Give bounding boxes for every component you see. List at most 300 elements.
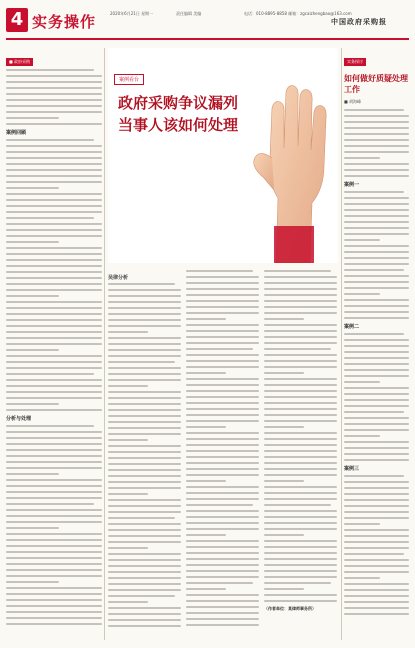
text-line	[264, 498, 337, 500]
text-line	[108, 301, 181, 303]
text-line	[6, 271, 102, 273]
text-line	[344, 239, 380, 241]
text-line	[344, 487, 409, 489]
text-line	[108, 619, 181, 621]
left-column-tag: ■ 政府采购	[6, 58, 33, 66]
text-line	[6, 205, 102, 207]
text-line	[6, 175, 102, 177]
text-line	[344, 511, 409, 513]
text-line	[264, 582, 331, 584]
edition-line: 责任编辑 美编	[176, 11, 202, 16]
text-line	[108, 523, 181, 525]
text-line	[6, 123, 102, 125]
text-line	[108, 337, 181, 339]
text-line	[186, 384, 259, 386]
text-line	[264, 432, 337, 434]
text-line	[6, 193, 102, 195]
text-line	[108, 487, 181, 489]
text-line	[108, 307, 181, 309]
text-line	[6, 199, 102, 201]
text-line	[344, 215, 409, 217]
right-column	[344, 48, 409, 640]
text-line	[186, 348, 253, 350]
feature-tag: 案例看台	[114, 74, 144, 85]
text-line	[6, 325, 102, 327]
text-line	[108, 535, 181, 537]
text-line	[6, 187, 59, 189]
text-line	[6, 403, 59, 405]
text-line	[344, 151, 409, 153]
text-line	[344, 299, 409, 301]
text-line	[344, 529, 409, 531]
text-line	[186, 294, 259, 296]
text-line	[344, 375, 409, 377]
body-text-block	[344, 109, 409, 177]
text-line	[186, 306, 259, 308]
text-line	[186, 606, 259, 608]
text-line	[186, 456, 259, 458]
text-line	[264, 390, 337, 392]
newspaper-brand: 中国政府采购报	[331, 17, 387, 26]
text-line	[344, 139, 409, 141]
text-line	[6, 409, 102, 411]
text-line	[186, 462, 259, 464]
right-column-tag: 实务探讨	[344, 58, 366, 66]
text-line	[344, 481, 409, 483]
text-line	[186, 612, 259, 614]
text-line	[6, 283, 102, 285]
text-line	[6, 265, 102, 267]
text-line	[186, 372, 226, 374]
text-line	[186, 498, 259, 500]
text-line	[264, 576, 337, 578]
text-line	[108, 577, 181, 579]
text-line	[6, 355, 102, 357]
text-line	[108, 439, 148, 441]
text-line	[344, 175, 409, 177]
text-line	[344, 613, 409, 615]
right-column-title: 如何做好质疑处理工作	[344, 73, 408, 94]
text-line	[264, 504, 331, 506]
text-line	[186, 396, 259, 398]
text-line	[108, 289, 181, 291]
text-line	[186, 288, 259, 290]
text-line	[344, 493, 409, 495]
text-line	[6, 533, 102, 535]
text-line	[264, 528, 337, 530]
text-line	[108, 511, 181, 513]
text-line	[264, 378, 337, 380]
text-line	[186, 486, 259, 488]
text-line	[344, 607, 409, 609]
text-line	[186, 432, 259, 434]
text-line	[108, 415, 181, 417]
text-line	[344, 233, 409, 235]
text-line	[6, 473, 59, 475]
text-line	[264, 294, 337, 296]
body-text-block	[6, 139, 102, 411]
text-line	[6, 557, 102, 559]
text-line	[344, 399, 409, 401]
text-line	[108, 373, 181, 375]
text-line	[186, 324, 259, 326]
text-line	[108, 283, 175, 285]
text-line	[108, 529, 181, 531]
text-line	[344, 209, 409, 211]
raised-hand-illustration	[238, 48, 338, 263]
text-line	[6, 163, 102, 165]
text-line	[186, 300, 259, 302]
text-line	[344, 499, 409, 501]
text-line	[264, 426, 304, 428]
text-line	[264, 522, 337, 524]
text-line	[186, 354, 259, 356]
text-line	[264, 330, 337, 332]
text-line	[264, 486, 337, 488]
text-line	[344, 447, 409, 449]
text-line	[186, 552, 259, 554]
text-line	[344, 423, 409, 425]
text-line	[186, 360, 259, 362]
text-line	[344, 429, 409, 431]
column-divider	[104, 48, 105, 640]
text-line	[264, 492, 337, 494]
text-line	[6, 87, 102, 89]
feature-body	[108, 270, 338, 640]
text-line	[264, 366, 337, 368]
text-line	[344, 333, 404, 335]
text-line	[344, 523, 380, 525]
text-line	[186, 318, 226, 320]
feature-column	[264, 270, 337, 640]
text-line	[264, 288, 337, 290]
text-line	[108, 493, 148, 495]
text-line	[186, 588, 226, 590]
text-line	[186, 540, 259, 542]
text-line	[186, 570, 259, 572]
text-line	[344, 589, 409, 591]
text-line	[6, 491, 102, 493]
text-line	[186, 330, 259, 332]
date-line: 2020年6月21日 星期一	[110, 11, 154, 16]
text-line	[264, 282, 337, 284]
text-line	[6, 301, 102, 303]
feature-article	[108, 48, 338, 640]
text-line	[108, 547, 148, 549]
text-line	[186, 270, 253, 272]
text-line	[108, 613, 181, 615]
text-line	[344, 453, 409, 455]
text-line	[6, 455, 102, 457]
contact-line: 电话：010-8895-8858 邮箱：zgcaizhengbao@163.com	[244, 11, 352, 16]
text-line	[108, 559, 181, 561]
text-line	[6, 289, 102, 291]
text-line	[6, 181, 102, 183]
text-line	[344, 245, 409, 247]
text-line	[108, 409, 181, 411]
body-text-block	[344, 475, 409, 615]
text-line	[344, 191, 404, 193]
text-line	[6, 503, 94, 505]
author-byline: 吴律分析	[108, 275, 129, 281]
text-line	[186, 312, 259, 314]
text-line	[6, 449, 102, 451]
text-line	[344, 287, 409, 289]
text-line	[186, 342, 259, 344]
text-line	[108, 361, 175, 363]
text-line	[344, 197, 409, 199]
text-line	[344, 169, 409, 171]
text-line	[6, 385, 102, 387]
text-line	[344, 547, 409, 549]
text-line	[264, 546, 337, 548]
text-line	[344, 571, 409, 573]
text-line	[264, 402, 337, 404]
text-line	[108, 457, 181, 459]
text-line	[264, 384, 337, 386]
sub-heading: 案例二	[344, 324, 360, 330]
text-line	[344, 583, 409, 585]
text-line	[6, 211, 102, 213]
text-line	[6, 145, 102, 147]
text-line	[186, 276, 259, 278]
text-line	[186, 558, 259, 560]
text-line	[344, 133, 409, 135]
text-line	[264, 564, 337, 566]
body-text-block	[264, 270, 337, 602]
text-line	[344, 387, 409, 389]
text-line	[264, 462, 337, 464]
header-rule	[6, 38, 409, 40]
text-line	[264, 456, 337, 458]
text-line	[6, 575, 102, 577]
column-divider	[341, 48, 342, 640]
feature-column	[186, 270, 259, 640]
text-line	[186, 576, 259, 578]
text-line	[186, 528, 259, 530]
text-line	[108, 331, 148, 333]
text-line	[264, 336, 337, 338]
text-line	[6, 593, 102, 595]
text-line	[344, 553, 404, 555]
body-text-block	[344, 191, 409, 319]
text-line	[6, 551, 102, 553]
text-line	[344, 251, 409, 253]
text-line	[6, 247, 102, 249]
text-line	[344, 351, 409, 353]
text-line	[6, 295, 59, 297]
text-line	[344, 317, 409, 319]
text-line	[264, 354, 337, 356]
feature-title: 政府采购争议漏列当事人该如何处理	[118, 94, 239, 134]
text-line	[186, 582, 253, 584]
text-line	[264, 450, 337, 452]
text-line	[108, 325, 181, 327]
text-line	[108, 379, 181, 381]
text-line	[108, 583, 181, 585]
text-line	[186, 438, 259, 440]
text-line	[6, 277, 102, 279]
text-line	[6, 151, 102, 153]
text-line	[344, 339, 409, 341]
text-line	[264, 594, 337, 596]
text-line	[108, 421, 181, 423]
text-line	[344, 221, 409, 223]
text-line	[344, 411, 404, 413]
text-line	[6, 361, 102, 363]
text-line	[264, 420, 337, 422]
text-line	[108, 463, 181, 465]
text-line	[6, 229, 102, 231]
text-line	[186, 390, 259, 392]
text-line	[186, 624, 259, 626]
text-line	[264, 414, 337, 416]
text-line	[186, 474, 259, 476]
text-line	[6, 259, 102, 261]
text-line	[6, 485, 102, 487]
text-line	[108, 295, 181, 297]
text-line	[6, 605, 102, 607]
text-line	[6, 367, 102, 369]
text-line	[6, 373, 94, 375]
text-line	[6, 497, 102, 499]
text-line	[264, 408, 337, 410]
text-line	[186, 402, 259, 404]
text-line	[264, 516, 337, 518]
text-line	[264, 468, 337, 470]
text-line	[108, 313, 181, 315]
text-line	[264, 600, 337, 602]
text-line	[6, 581, 59, 583]
text-line	[6, 117, 59, 119]
text-line	[344, 311, 409, 313]
masthead	[6, 6, 409, 38]
text-line	[6, 343, 102, 345]
text-line	[186, 378, 259, 380]
text-line	[6, 169, 102, 171]
text-line	[108, 565, 181, 567]
text-line	[264, 588, 304, 590]
text-line	[344, 275, 409, 277]
text-line	[186, 336, 259, 338]
text-line	[344, 157, 380, 159]
text-line	[6, 379, 102, 381]
text-line	[108, 475, 181, 477]
text-line	[344, 269, 404, 271]
text-line	[264, 312, 337, 314]
text-line	[344, 381, 380, 383]
text-line	[6, 569, 102, 571]
text-line	[186, 594, 259, 596]
text-line	[264, 444, 337, 446]
text-line	[186, 420, 259, 422]
text-line	[264, 570, 337, 572]
text-line	[108, 469, 181, 471]
text-line	[344, 257, 409, 259]
text-line	[6, 425, 94, 427]
text-line	[108, 625, 181, 627]
text-line	[344, 363, 409, 365]
text-line	[264, 474, 337, 476]
text-line	[344, 357, 409, 359]
text-line	[186, 504, 253, 506]
text-line	[186, 510, 259, 512]
text-line	[186, 492, 259, 494]
text-line	[108, 403, 181, 405]
text-line	[108, 601, 148, 603]
text-line	[344, 505, 409, 507]
text-line	[344, 577, 380, 579]
text-line	[6, 437, 102, 439]
left-column	[6, 48, 102, 640]
text-line	[6, 81, 102, 83]
text-line	[264, 360, 337, 362]
section-number: 4	[6, 8, 28, 32]
text-line	[6, 467, 102, 469]
text-line	[108, 433, 181, 435]
closing-note: （作者单位：某律师事务所）	[264, 606, 316, 611]
text-line	[6, 319, 102, 321]
body-text-block	[6, 69, 102, 125]
text-line	[186, 468, 259, 470]
text-line	[6, 509, 102, 511]
text-line	[344, 565, 409, 567]
text-line	[108, 367, 181, 369]
text-line	[264, 480, 304, 482]
text-line	[344, 459, 409, 461]
text-line	[186, 480, 226, 482]
text-line	[186, 522, 259, 524]
text-line	[186, 600, 259, 602]
text-line	[344, 115, 409, 117]
text-line	[264, 318, 304, 320]
text-line	[6, 349, 59, 351]
text-line	[344, 227, 409, 229]
section-heading: 分析与处理	[6, 416, 32, 422]
text-line	[108, 499, 181, 501]
text-line	[108, 427, 181, 429]
text-line	[344, 345, 409, 347]
text-line	[108, 391, 181, 393]
text-line	[6, 587, 102, 589]
text-line	[264, 510, 337, 512]
text-line	[6, 623, 102, 625]
text-line	[6, 235, 102, 237]
text-line	[344, 393, 409, 395]
text-line	[6, 431, 102, 433]
text-line	[6, 617, 102, 619]
text-line	[108, 595, 175, 597]
text-line	[108, 349, 181, 351]
text-line	[344, 305, 409, 307]
text-line	[344, 145, 409, 147]
text-line	[186, 426, 226, 428]
text-line	[264, 552, 337, 554]
text-line	[344, 203, 409, 205]
text-line	[6, 93, 102, 95]
text-line	[108, 355, 181, 357]
body-text-block	[108, 283, 181, 627]
text-line	[108, 397, 181, 399]
text-line	[344, 109, 404, 111]
text-line	[6, 241, 59, 243]
text-line	[186, 516, 259, 518]
text-line	[344, 441, 409, 443]
text-line	[108, 541, 181, 543]
text-line	[186, 534, 226, 536]
text-line	[186, 618, 259, 620]
text-line	[344, 559, 409, 561]
